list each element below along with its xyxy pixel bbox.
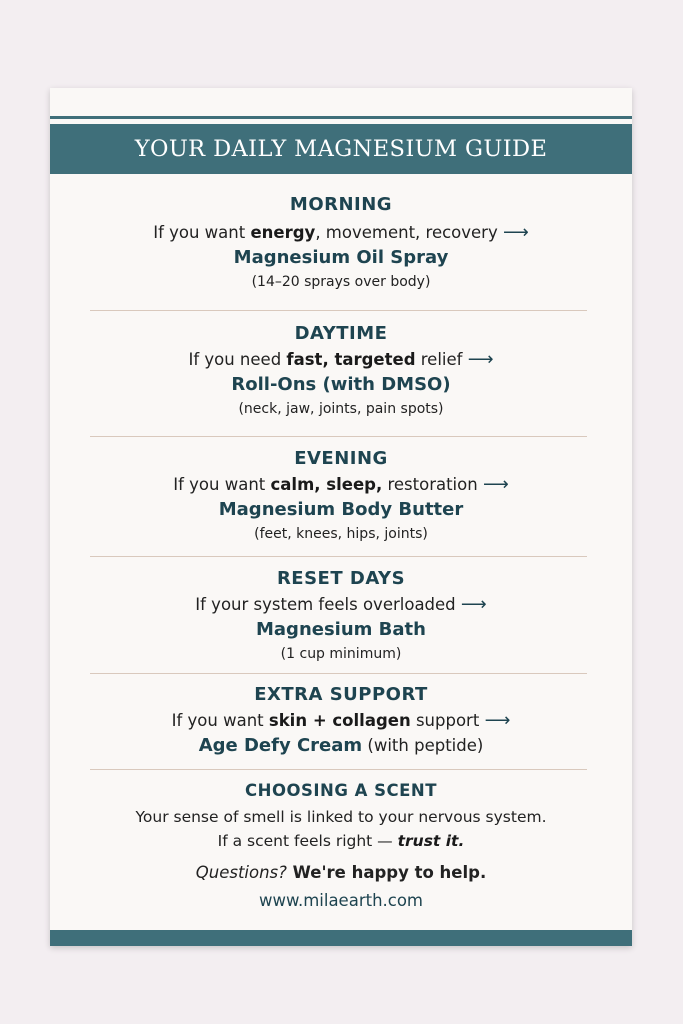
daytime-note: (neck, jaw, joints, pain spots) [238,401,444,417]
extra-line-post: support [410,711,480,730]
daytime-product: Roll-Ons (with DMSO) [231,374,451,395]
extra-product [50,733,632,759]
section-daytime [50,323,632,420]
extra-product-aside: (with peptide) [362,736,484,755]
website-link[interactable]: www.milaearth.com [258,891,424,910]
divider [90,556,587,557]
arrow-icon: ⟶ [460,594,487,615]
reset-line [50,593,632,617]
daytime-title: DAYTIME [294,323,388,344]
morning-title: MORNING [289,194,393,215]
evening-product: Magnesium Body Butter [218,499,464,520]
divider [90,673,587,674]
daytime-line-post: relief [415,350,463,369]
divider [90,436,587,437]
evening-line [50,473,632,497]
morning-line-pre: If you want [153,223,251,242]
reset-note: (1 cup minimum) [280,646,402,662]
scent-line-2 [50,829,632,853]
arrow-icon: ⟶ [502,222,529,243]
page-title: YOUR DAILY MAGNESIUM GUIDE [134,136,548,162]
morning-product: Magnesium Oil Spray [233,247,449,268]
footer [50,860,632,914]
morning-note: (14–20 sprays over body) [251,274,431,290]
evening-line-post: restoration [382,475,478,494]
daytime-line [50,348,632,372]
help-text: We're happy to help. [286,863,487,882]
scent-title: CHOOSING A SCENT [245,781,437,800]
header-band [50,124,632,174]
extra-title: EXTRA SUPPORT [254,684,428,705]
morning-line [50,221,632,245]
extra-product-name: Age Defy Cream [198,735,363,756]
divider [90,769,587,770]
scent-line-2-pre: If a scent feels right — [217,832,398,850]
top-rule [50,116,632,119]
reset-title: RESET DAYS [276,568,406,589]
scent-line-2-emphasis: trust it. [397,832,465,850]
morning-line-post: , movement, recovery [315,223,498,242]
reset-line-text: If your system feels overloaded [195,595,456,614]
arrow-icon: ⟶ [467,349,494,370]
guide-card [50,88,632,946]
help-line [50,860,632,886]
section-evening [50,448,632,545]
section-choosing-scent [50,780,632,853]
extra-line-pre: If you want [171,711,269,730]
evening-title: EVENING [294,448,388,469]
morning-line-bold: energy [250,223,316,242]
daytime-line-bold: fast, targeted [286,350,416,369]
extra-line [50,709,632,733]
bottom-band [50,930,632,946]
arrow-icon: ⟶ [482,474,509,495]
section-morning [50,194,632,293]
section-reset-days [50,568,632,665]
arrow-icon: ⟶ [484,710,511,731]
scent-line-1: Your sense of smell is linked to your nervous system. [135,808,547,826]
daytime-line-pre: If you need [188,350,287,369]
evening-line-pre: If you want [173,475,271,494]
evening-line-bold: calm, sleep, [270,475,383,494]
section-extra-support [50,684,632,759]
evening-note: (feet, knees, hips, joints) [254,526,428,542]
reset-product: Magnesium Bath [256,619,426,640]
extra-line-bold: skin + collagen [268,711,411,730]
divider [90,310,587,311]
questions-text: Questions? [195,863,287,882]
